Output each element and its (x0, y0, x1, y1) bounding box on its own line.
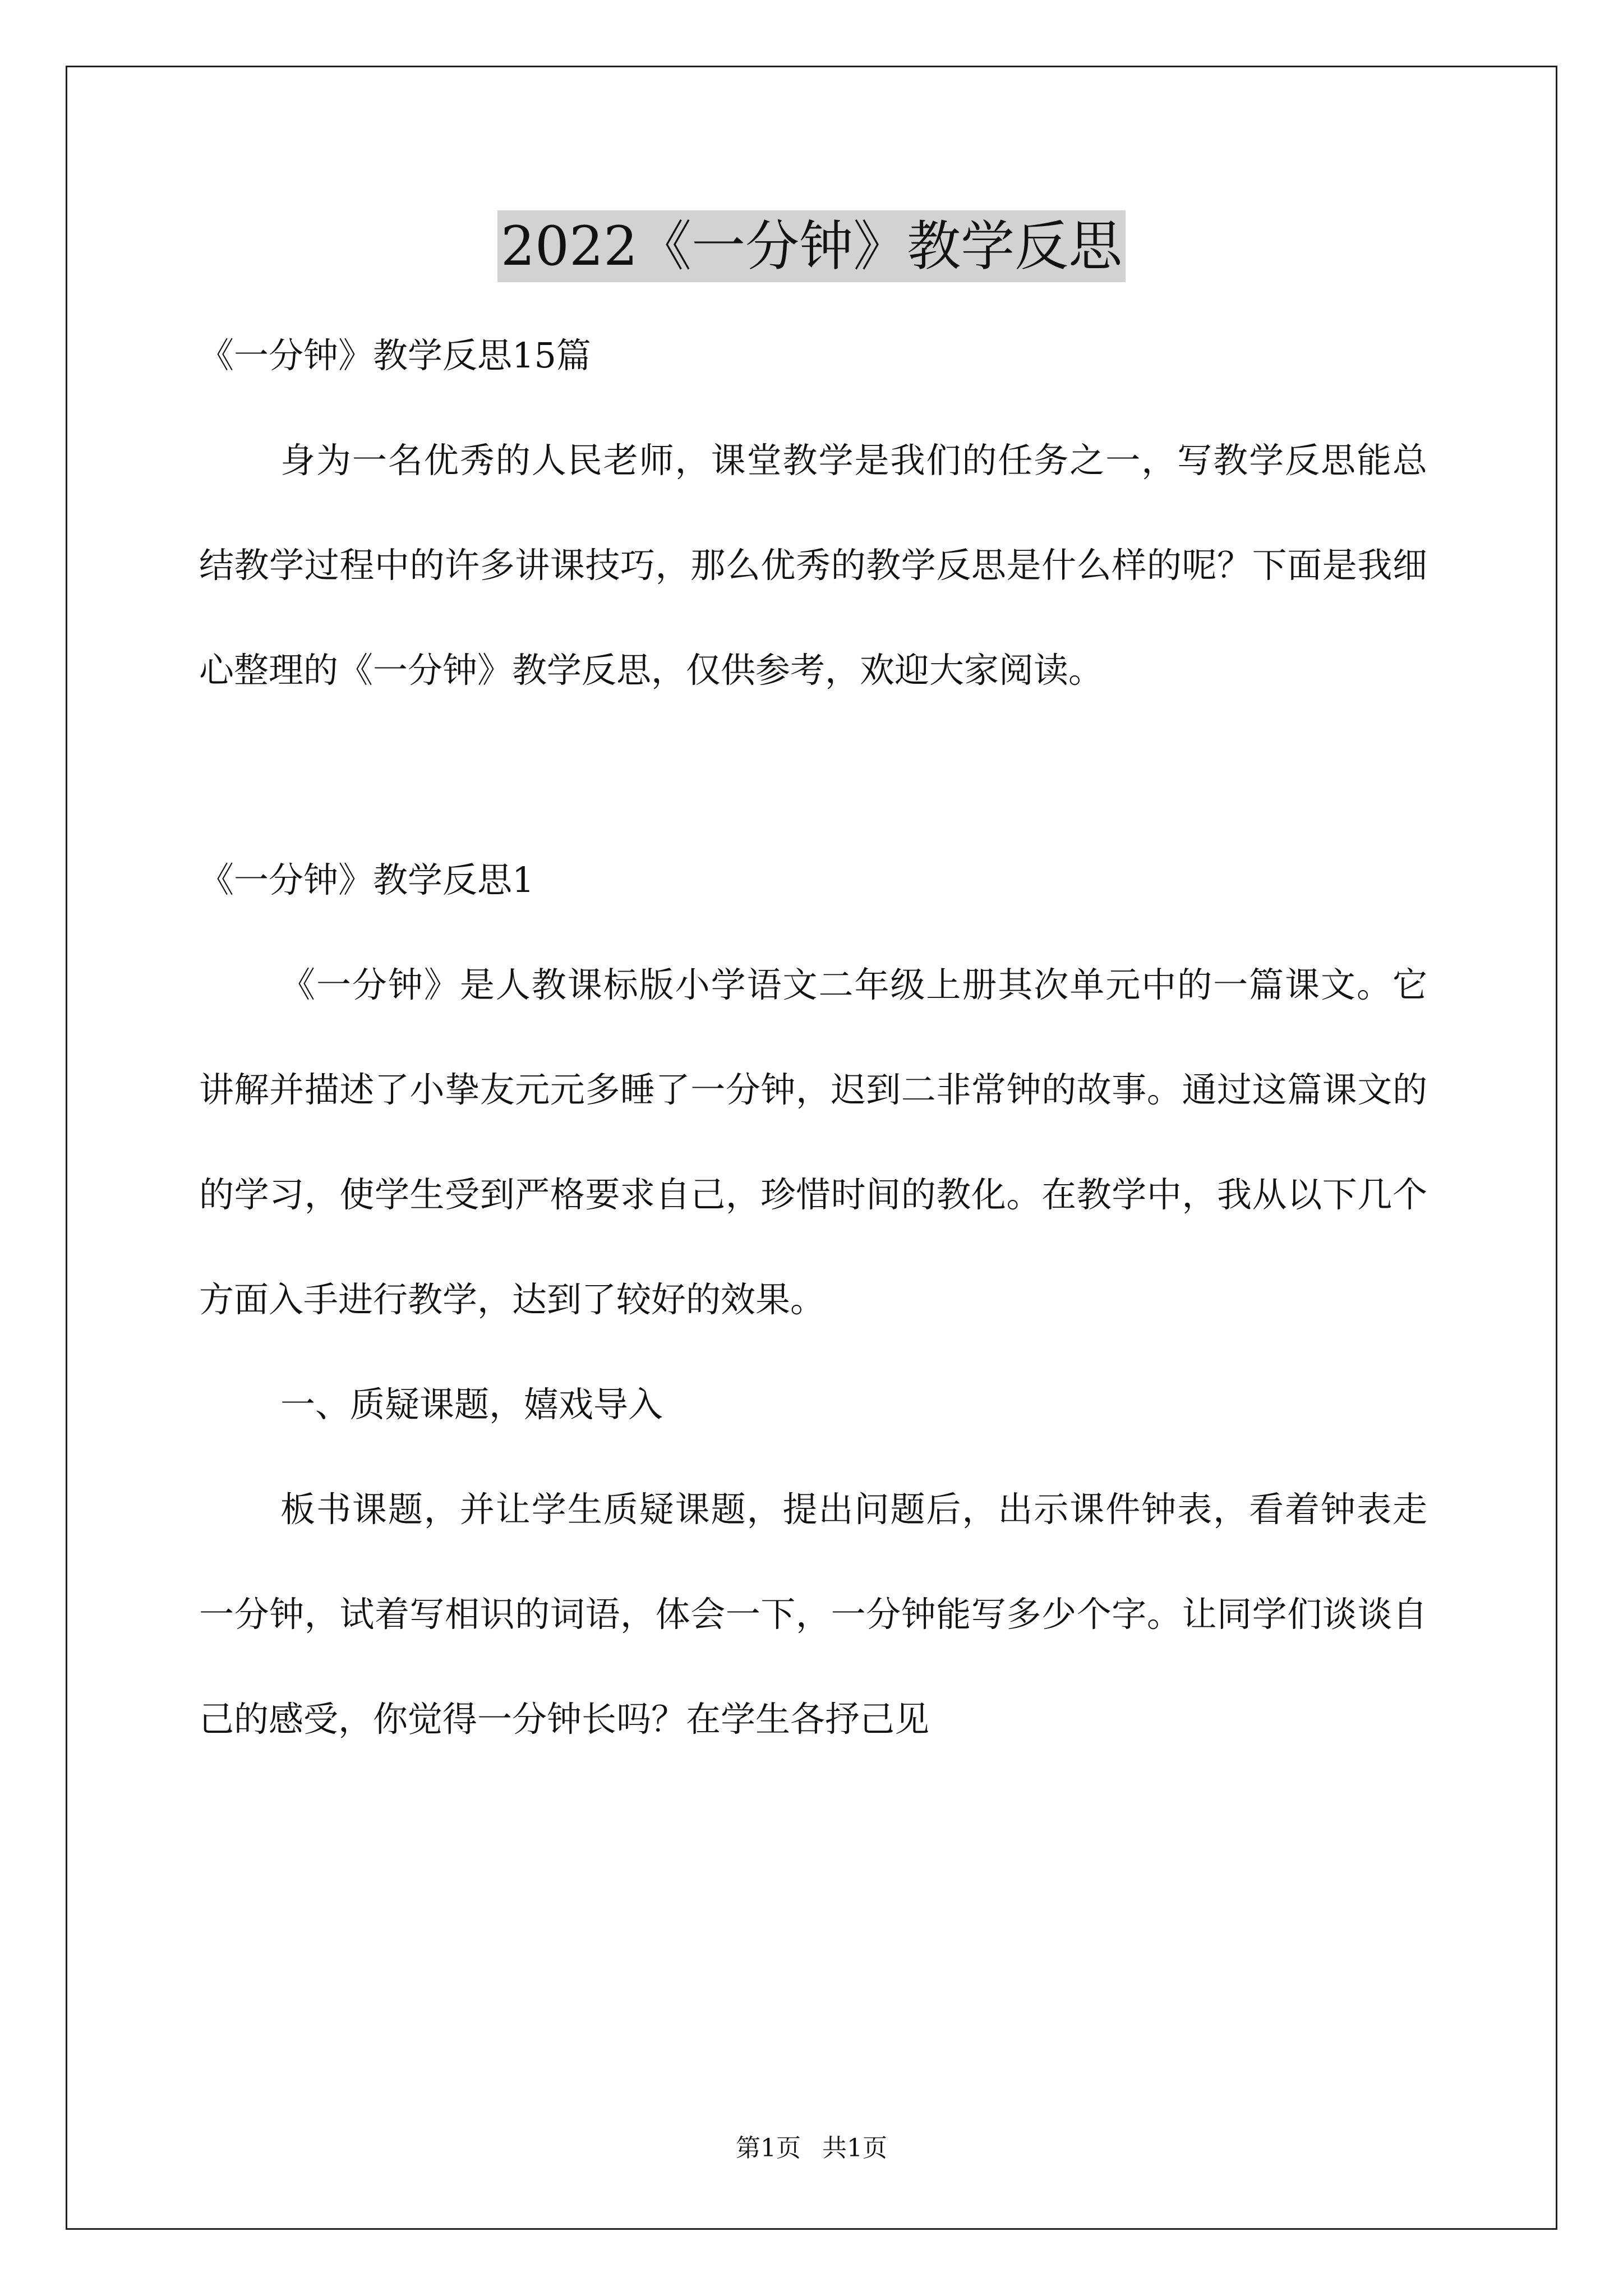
point-heading-1: 一、质疑课题，嬉戏导入 (280, 1384, 663, 1425)
subtitle: 《一分钟》教学反思15篇 (199, 335, 591, 376)
paragraph-gap (199, 723, 1427, 827)
body-paragraph-1: 《一分钟》是人教课标版小学语文二年级上册其次单元中的一篇课文。它讲解并描述了小挚友元元多睡了一分钟，迟到二非常钟的故事。通过这篇课文的的学习，使学生受到严格要求自己，珍惜时间的教化。在教学中，我从以下几个方面入手进行教学，达到了较好的效果。 (199, 964, 1427, 1320)
body-paragraph-2: 板书课题，并让学生质疑课题，提出问题后，出示课件钟表，看着钟表走一分钟，试着写相识的词语，体会一下，一分钟能写多少个字。让同学们谈谈自己的感受，你觉得一分钟长吗？在学生各抒己见 (199, 1489, 1427, 1740)
title-container (0, 210, 1623, 282)
section-heading: 《一分钟》教学反思1 (199, 859, 534, 900)
intro-paragraph: 身为一名优秀的人民老师，课堂教学是我们的任务之一，写教学反思能总结教学过程中的许多讲课技巧，那么优秀的教学反思是什么样的呢？下面是我细心整理的《一分钟》教学反思，仅供参考，欢迎大家阅读。 (199, 440, 1427, 691)
page-footer (0, 2132, 1623, 2165)
page-total: 共1页 (822, 2134, 887, 2162)
document-body (199, 303, 1427, 1772)
document-title: 2022《一分钟》教学反思 (497, 210, 1126, 282)
page-number: 第1页 (736, 2134, 801, 2162)
